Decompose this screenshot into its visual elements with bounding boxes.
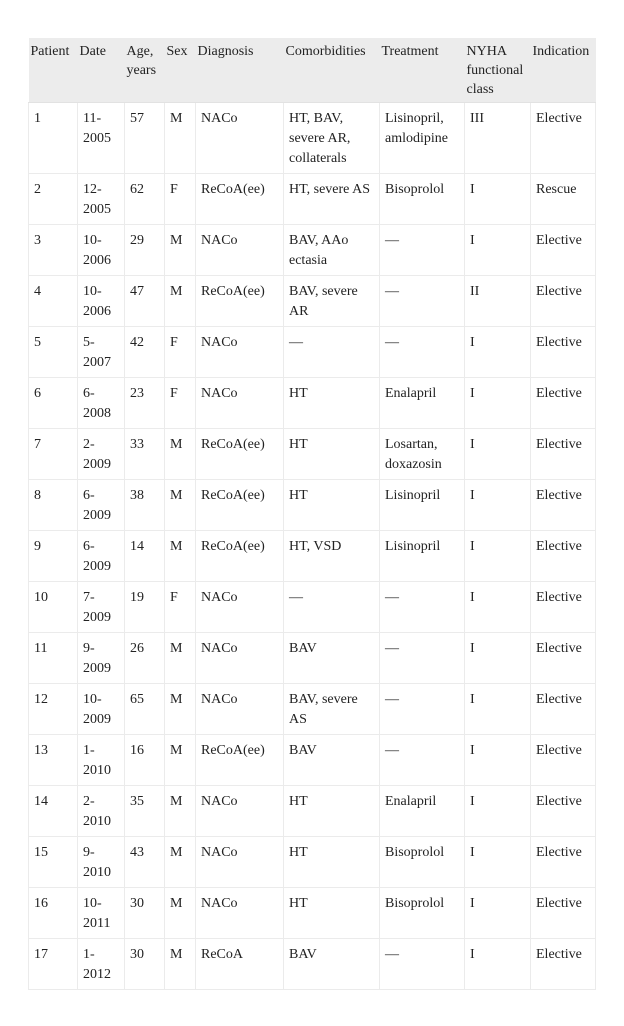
cell-nyha-class: I xyxy=(465,582,531,633)
cell-indication: Elective xyxy=(531,103,596,174)
cell-patient: 8 xyxy=(29,480,78,531)
cell-date: 6-2008 xyxy=(78,378,125,429)
cell-comorbidities: BAV, AAo ectasia xyxy=(284,225,380,276)
cell-nyha-class: I xyxy=(465,225,531,276)
cell-nyha-class: I xyxy=(465,429,531,480)
cell-sex: M xyxy=(165,103,196,174)
cell-indication: Elective xyxy=(531,582,596,633)
cell-comorbidities: HT, severe AS xyxy=(284,174,380,225)
cell-comorbidities: — xyxy=(284,327,380,378)
cell-treatment: — xyxy=(380,327,465,378)
cell-diagnosis: NACo xyxy=(196,837,284,888)
cell-age: 19 xyxy=(125,582,165,633)
cell-treatment: Lisinopril xyxy=(380,480,465,531)
cell-comorbidities: HT xyxy=(284,786,380,837)
cell-treatment: Lisinopril xyxy=(380,531,465,582)
cell-nyha-class: I xyxy=(465,735,531,786)
cell-date: 11-2005 xyxy=(78,103,125,174)
cell-indication: Elective xyxy=(531,531,596,582)
cell-indication: Elective xyxy=(531,378,596,429)
header-diagnosis: Diagnosis xyxy=(196,38,284,103)
cell-patient: 4 xyxy=(29,276,78,327)
cell-date: 2-2009 xyxy=(78,429,125,480)
cell-nyha-class: II xyxy=(465,276,531,327)
cell-date: 5-2007 xyxy=(78,327,125,378)
cell-comorbidities: HT xyxy=(284,480,380,531)
cell-comorbidities: HT, BAV, severe AR, collaterals xyxy=(284,103,380,174)
cell-diagnosis: NACo xyxy=(196,888,284,939)
header-nyha-class: NYHA functional class xyxy=(465,38,531,103)
cell-age: 65 xyxy=(125,684,165,735)
cell-indication: Elective xyxy=(531,837,596,888)
cell-comorbidities: BAV xyxy=(284,633,380,684)
cell-diagnosis: ReCoA(ee) xyxy=(196,429,284,480)
cell-patient: 2 xyxy=(29,174,78,225)
cell-treatment: — xyxy=(380,582,465,633)
cell-comorbidities: HT xyxy=(284,429,380,480)
cell-age: 62 xyxy=(125,174,165,225)
header-indication: Indication xyxy=(531,38,596,103)
cell-diagnosis: ReCoA xyxy=(196,939,284,990)
cell-nyha-class: I xyxy=(465,837,531,888)
cell-nyha-class: I xyxy=(465,684,531,735)
cell-sex: M xyxy=(165,429,196,480)
cell-nyha-class: I xyxy=(465,378,531,429)
cell-indication: Elective xyxy=(531,429,596,480)
cell-age: 14 xyxy=(125,531,165,582)
cell-age: 33 xyxy=(125,429,165,480)
cell-comorbidities: BAV, severe AR xyxy=(284,276,380,327)
cell-patient: 11 xyxy=(29,633,78,684)
cell-sex: M xyxy=(165,837,196,888)
cell-comorbidities: — xyxy=(284,582,380,633)
cell-diagnosis: NACo xyxy=(196,684,284,735)
cell-diagnosis: ReCoA(ee) xyxy=(196,480,284,531)
cell-treatment: Bisoprolol xyxy=(380,888,465,939)
table-row xyxy=(29,225,596,276)
cell-treatment: Bisoprolol xyxy=(380,174,465,225)
cell-indication: Elective xyxy=(531,276,596,327)
cell-age: 29 xyxy=(125,225,165,276)
header-age: Age, years xyxy=(125,38,165,103)
cell-comorbidities: BAV xyxy=(284,939,380,990)
cell-nyha-class: I xyxy=(465,786,531,837)
cell-sex: M xyxy=(165,276,196,327)
cell-nyha-class: I xyxy=(465,327,531,378)
table-row xyxy=(29,174,596,225)
cell-sex: M xyxy=(165,225,196,276)
cell-indication: Elective xyxy=(531,225,596,276)
cell-diagnosis: NACo xyxy=(196,786,284,837)
cell-treatment: Losartan, doxazosin xyxy=(380,429,465,480)
cell-date: 2-2010 xyxy=(78,786,125,837)
table-row xyxy=(29,684,596,735)
cell-patient: 7 xyxy=(29,429,78,480)
cell-sex: F xyxy=(165,327,196,378)
cell-indication: Elective xyxy=(531,633,596,684)
cell-patient: 9 xyxy=(29,531,78,582)
cell-sex: F xyxy=(165,378,196,429)
cell-indication: Elective xyxy=(531,786,596,837)
cell-date: 10-2006 xyxy=(78,225,125,276)
header-comorbidities: Comorbidities xyxy=(284,38,380,103)
cell-indication: Elective xyxy=(531,735,596,786)
cell-indication: Elective xyxy=(531,939,596,990)
cell-age: 16 xyxy=(125,735,165,786)
table-row xyxy=(29,786,596,837)
cell-date: 9-2010 xyxy=(78,837,125,888)
cell-date: 10-2006 xyxy=(78,276,125,327)
cell-patient: 3 xyxy=(29,225,78,276)
cell-nyha-class: I xyxy=(465,531,531,582)
cell-diagnosis: NACo xyxy=(196,103,284,174)
cell-indication: Elective xyxy=(531,888,596,939)
table-row xyxy=(29,582,596,633)
table-row xyxy=(29,276,596,327)
cell-treatment: — xyxy=(380,633,465,684)
cell-patient: 17 xyxy=(29,939,78,990)
cell-nyha-class: I xyxy=(465,174,531,225)
cell-treatment: Bisoprolol xyxy=(380,837,465,888)
cell-date: 10-2009 xyxy=(78,684,125,735)
cell-diagnosis: NACo xyxy=(196,327,284,378)
cell-patient: 16 xyxy=(29,888,78,939)
table-body xyxy=(29,103,596,990)
cell-date: 7-2009 xyxy=(78,582,125,633)
cell-diagnosis: ReCoA(ee) xyxy=(196,174,284,225)
cell-date: 6-2009 xyxy=(78,531,125,582)
cell-treatment: — xyxy=(380,276,465,327)
table-row xyxy=(29,531,596,582)
table-header xyxy=(29,38,596,103)
cell-diagnosis: NACo xyxy=(196,633,284,684)
cell-nyha-class: I xyxy=(465,633,531,684)
cell-sex: M xyxy=(165,735,196,786)
cell-date: 9-2009 xyxy=(78,633,125,684)
cell-patient: 5 xyxy=(29,327,78,378)
cell-treatment: — xyxy=(380,735,465,786)
cell-indication: Rescue xyxy=(531,174,596,225)
cell-patient: 10 xyxy=(29,582,78,633)
header-sex: Sex xyxy=(165,38,196,103)
cell-age: 30 xyxy=(125,888,165,939)
header-row xyxy=(29,38,596,103)
cell-date: 1-2012 xyxy=(78,939,125,990)
cell-patient: 6 xyxy=(29,378,78,429)
cell-sex: F xyxy=(165,582,196,633)
cell-age: 57 xyxy=(125,103,165,174)
cell-age: 30 xyxy=(125,939,165,990)
table-row xyxy=(29,735,596,786)
cell-treatment: Lisinopril, amlodipine xyxy=(380,103,465,174)
patient-table xyxy=(28,38,596,990)
cell-age: 47 xyxy=(125,276,165,327)
cell-diagnosis: NACo xyxy=(196,225,284,276)
cell-age: 26 xyxy=(125,633,165,684)
table-row xyxy=(29,837,596,888)
cell-diagnosis: ReCoA(ee) xyxy=(196,531,284,582)
cell-sex: M xyxy=(165,939,196,990)
cell-comorbidities: HT, VSD xyxy=(284,531,380,582)
cell-patient: 12 xyxy=(29,684,78,735)
cell-date: 12-2005 xyxy=(78,174,125,225)
table-row xyxy=(29,480,596,531)
cell-nyha-class: I xyxy=(465,480,531,531)
header-date: Date xyxy=(78,38,125,103)
cell-treatment: — xyxy=(380,939,465,990)
table-row xyxy=(29,633,596,684)
table-row xyxy=(29,378,596,429)
cell-sex: F xyxy=(165,174,196,225)
cell-comorbidities: HT xyxy=(284,888,380,939)
cell-indication: Elective xyxy=(531,327,596,378)
cell-date: 10-2011 xyxy=(78,888,125,939)
header-treatment: Treatment xyxy=(380,38,465,103)
table-row xyxy=(29,103,596,174)
cell-nyha-class: III xyxy=(465,103,531,174)
cell-sex: M xyxy=(165,480,196,531)
table-row xyxy=(29,939,596,990)
cell-sex: M xyxy=(165,633,196,684)
cell-treatment: — xyxy=(380,684,465,735)
cell-diagnosis: NACo xyxy=(196,582,284,633)
cell-age: 42 xyxy=(125,327,165,378)
cell-sex: M xyxy=(165,888,196,939)
cell-sex: M xyxy=(165,531,196,582)
cell-treatment: — xyxy=(380,225,465,276)
cell-age: 23 xyxy=(125,378,165,429)
cell-date: 6-2009 xyxy=(78,480,125,531)
cell-patient: 13 xyxy=(29,735,78,786)
table-row xyxy=(29,327,596,378)
cell-sex: M xyxy=(165,786,196,837)
cell-age: 38 xyxy=(125,480,165,531)
cell-diagnosis: ReCoA(ee) xyxy=(196,276,284,327)
cell-nyha-class: I xyxy=(465,939,531,990)
cell-diagnosis: NACo xyxy=(196,378,284,429)
cell-comorbidities: BAV xyxy=(284,735,380,786)
cell-age: 43 xyxy=(125,837,165,888)
cell-treatment: Enalapril xyxy=(380,786,465,837)
cell-comorbidities: HT xyxy=(284,837,380,888)
cell-indication: Elective xyxy=(531,684,596,735)
cell-sex: M xyxy=(165,684,196,735)
table-row xyxy=(29,429,596,480)
cell-diagnosis: ReCoA(ee) xyxy=(196,735,284,786)
cell-patient: 1 xyxy=(29,103,78,174)
cell-indication: Elective xyxy=(531,480,596,531)
cell-patient: 15 xyxy=(29,837,78,888)
cell-date: 1-2010 xyxy=(78,735,125,786)
cell-patient: 14 xyxy=(29,786,78,837)
cell-comorbidities: HT xyxy=(284,378,380,429)
cell-nyha-class: I xyxy=(465,888,531,939)
cell-comorbidities: BAV, severe AS xyxy=(284,684,380,735)
cell-treatment: Enalapril xyxy=(380,378,465,429)
cell-age: 35 xyxy=(125,786,165,837)
header-patient: Patient xyxy=(29,38,78,103)
table-row xyxy=(29,888,596,939)
